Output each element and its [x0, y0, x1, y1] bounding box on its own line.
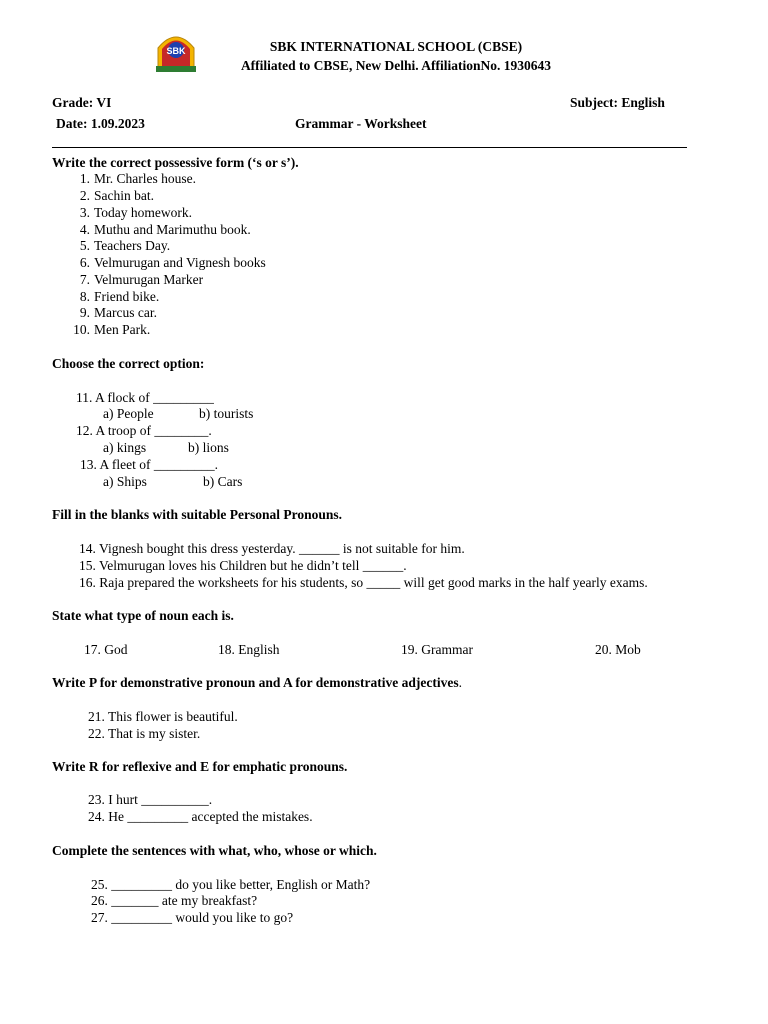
question-26: 26. _______ ate my breakfast? — [91, 893, 258, 908]
subject: Subject: English — [570, 95, 665, 110]
affiliation: Affiliated to CBSE, New Delhi. AffiliationNo. 1930643 — [240, 58, 552, 73]
school-name: SBK INTERNATIONAL SCHOOL (CBSE) — [269, 39, 523, 54]
grade: Grade: VI — [52, 95, 112, 110]
list-item: 10. Men Park. — [73, 322, 151, 337]
divider — [52, 147, 687, 148]
question-20: 20. Mob — [595, 642, 641, 657]
option-12b: b) lions — [188, 440, 229, 455]
section4-heading: State what type of noun each is. — [52, 608, 234, 623]
list-item: 9. Marcus car. — [79, 305, 157, 320]
question-14: 14. Vignesh bought this dress yesterday. ______ is not suitable for him. — [79, 541, 465, 556]
question-23: 23. I hurt __________. — [88, 792, 213, 807]
section3-heading: Fill in the blanks with suitable Personal Pronouns. — [52, 507, 343, 522]
question-13: 13. A fleet of _________. — [80, 457, 218, 472]
logo-text: SBK — [166, 46, 186, 56]
option-11b: b) tourists — [199, 406, 254, 421]
section5-heading: Write P for demonstrative pronoun and A for demonstrative adjectives. — [52, 675, 462, 690]
worksheet-title: Grammar - Worksheet — [295, 116, 427, 131]
option-11a: a) People — [103, 406, 154, 421]
list-item: 4. Muthu and Marimuthu book. — [79, 222, 251, 237]
question-22: 22. That is my sister. — [88, 726, 201, 741]
question-27: 27. _________ would you like to go? — [91, 910, 294, 925]
question-11: 11. A flock of _________ — [76, 390, 214, 405]
option-13b: b) Cars — [203, 474, 243, 489]
question-24: 24. He _________ accepted the mistakes. — [88, 809, 313, 824]
question-12: 12. A troop of ________. — [76, 423, 212, 438]
list-item: 5. Teachers Day. — [79, 238, 171, 253]
section7-heading: Complete the sentences with what, who, whose or which. — [52, 843, 377, 858]
section6-heading: Write R for reflexive and E for emphatic pronouns. — [52, 759, 348, 774]
question-16: 16. Raja prepared the worksheets for his students, so _____ will get good marks in the half yearly exams. — [79, 575, 648, 590]
list-item: 8. Friend bike. — [79, 289, 160, 304]
section1-heading: Write the correct possessive form (‘s or s’). — [52, 155, 299, 170]
list-item: 7. Velmurugan Marker — [79, 272, 204, 287]
date: Date: 1.09.2023 — [56, 116, 145, 131]
question-25: 25. _________ do you like better, English or Math? — [91, 877, 371, 892]
list-item: 1. Mr. Charles house. — [79, 171, 196, 186]
question-18: 18. English — [218, 642, 280, 657]
question-21: 21. This flower is beautiful. — [88, 709, 238, 724]
option-13a: a) Ships — [103, 474, 147, 489]
question-15: 15. Velmurugan loves his Children but he didn’t tell ______. — [79, 558, 407, 573]
list-item: 2. Sachin bat. — [79, 188, 154, 203]
option-12a: a) kings — [103, 440, 147, 455]
question-19: 19. Grammar — [401, 642, 473, 657]
list-item: 3. Today homework. — [79, 205, 193, 220]
section2-heading: Choose the correct option: — [52, 356, 205, 371]
question-17: 17. God — [84, 642, 128, 657]
list-item: 6. Velmurugan and Vignesh books — [79, 255, 266, 270]
